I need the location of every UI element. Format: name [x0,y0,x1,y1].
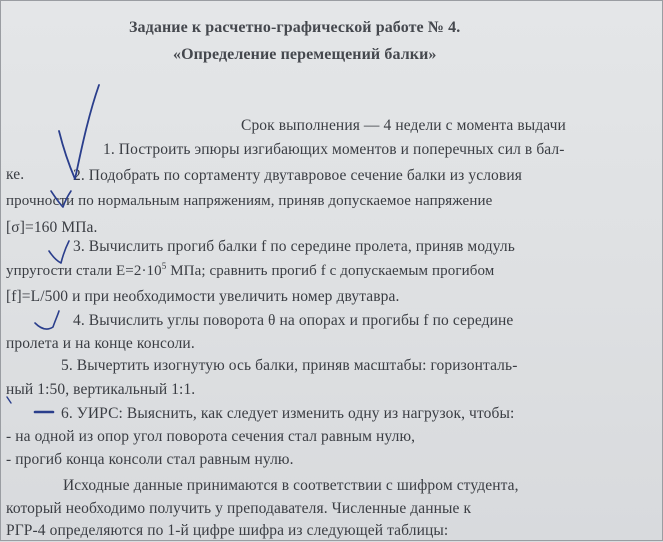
task-3-line-2-post: МПа; сравнить прогиб f с допускаемым прогибом [166,263,495,279]
task-4-line-2: пролета и на конце консоли. [6,335,195,352]
task-3-exponent: 5 [161,261,167,271]
task-3-line-3: [f]=L/500 и при необходимости увеличить номер двутавра. [6,288,400,305]
closing-line-1: Исходные данные принимаются в соответствии с шифром студента, [63,477,519,494]
deadline-text: Срок выполнения — 4 недели с момента выдачи [241,117,566,134]
checkmark-icon [49,241,69,263]
task-3-line-1: 3. Вычислить прогиб балки f по середине пролета, приняв модуль [73,238,515,255]
task-1-line-2: ке. [6,166,25,183]
document-title: Задание к расчетно-графической работе № 4. [129,19,461,36]
task-5-line-1: 5. Вычертить изогнутую ось балки, приняв масштабы: горизонталь- [61,357,518,374]
task-1-line-1: 1. Построить эпюры изгибающих моментов и поперечных сил в бал- [103,141,565,158]
checkmark-icon [35,311,59,329]
task-6-line-1: 6. УИРС: Выяснить, как следует изменить одну из нагрузок, чтобы: [61,405,515,422]
closing-line-3: РГР-4 определяются по 1-й цифре шифра из следующей таблицы: [6,522,449,539]
task-6-line-2: - на одной из опор угол поворота сечения стал равным нулю, [6,428,416,445]
task-5-line-2: ный 1:50, вертикальный 1:1. [6,381,196,398]
task-3-line-2-pre: упругости стали E=2·10 [6,263,162,279]
task-2-line-1: 2. Подобрать по сортаменту двутавровое сечение балки из условия [73,167,522,184]
task-2-line-3: [σ]=160 МПа. [6,219,98,236]
task-3-line-2 [6,263,494,280]
document-subtitle: «Определение перемещений балки» [173,46,437,63]
task-2-line-2: прочности по нормальным напряжениям, приняв допускаемое напряжение [6,193,493,209]
task-6-line-3: - прогиб конца консоли стал равным нулю. [6,451,294,468]
closing-line-2: который необходимо получить у преподавателя. Численные данные к [6,500,472,517]
checkmark-large-icon [59,85,99,179]
task-4-line-1: 4. Вычислить углы поворота θ на опорах и прогибы f по середине [73,312,514,329]
